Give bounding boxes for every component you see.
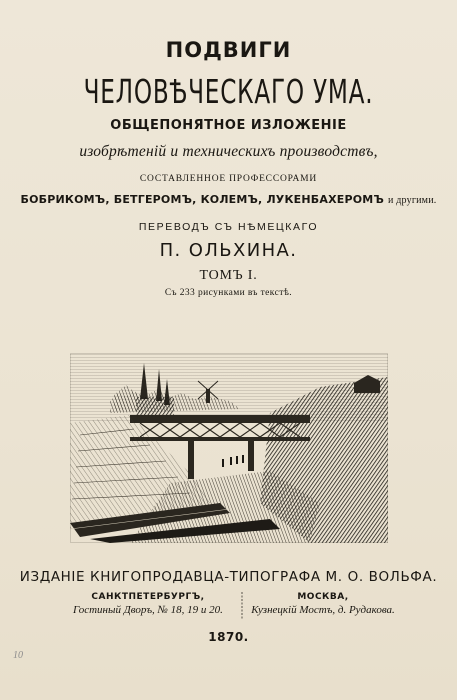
translator: П. ОЛЬХИНА. xyxy=(159,240,298,261)
publisher: ИЗДАНIЕ КНИГОПРОДАВЦА-ТИПОГРАФА М. О. ВОЛЬФА. xyxy=(19,569,438,585)
subtitle-line-2: изобрѣтенiй и техническихъ производствъ, xyxy=(79,143,378,160)
address-right-street: Кузнецкій Мостъ, д. Рудакова. xyxy=(251,604,395,616)
authors-tail: и другими. xyxy=(388,195,437,206)
title-line-1: ПОДВИГИ xyxy=(165,38,292,62)
address-right-city: МОСКВА, xyxy=(297,592,349,602)
authors-bold: БОБРИКОМЪ, БЕТГЕРОМЪ, КОЛЕМЪ, ЛУКЕНБАХЕРОМЪ xyxy=(20,193,384,206)
address-st-petersburg xyxy=(62,592,234,616)
pencil-mark: 10 xyxy=(13,650,23,661)
railway-embankment-engraving xyxy=(70,353,388,543)
address-left-street: Гостиный Дворъ, № 18, 19 и 20. xyxy=(73,604,223,616)
illustrations-note: Съ 233 рисунками въ текстѣ. xyxy=(164,288,293,298)
volume: ТОМЪ I. xyxy=(199,268,258,283)
compiled-by: СОСТАВЛЕННОЕ ПРОФЕССОРАМИ xyxy=(139,174,318,184)
address-left-city: САНКТПЕТЕРБУРГЪ, xyxy=(91,592,205,602)
publication-year: 1870. xyxy=(208,630,249,644)
translation-label: ПЕРЕВОДЪ СЪ НѢМЕЦКАГО xyxy=(138,221,319,233)
address-moscow xyxy=(248,592,398,616)
title-line-2: ЧЕЛОВѢЧЕСКАГО УМА. xyxy=(83,72,374,111)
authors xyxy=(0,193,457,206)
subtitle-line-1: ОБЩЕПОНЯТНОЕ ИЗЛОЖЕНIЕ xyxy=(110,118,347,133)
address-divider xyxy=(239,592,245,620)
